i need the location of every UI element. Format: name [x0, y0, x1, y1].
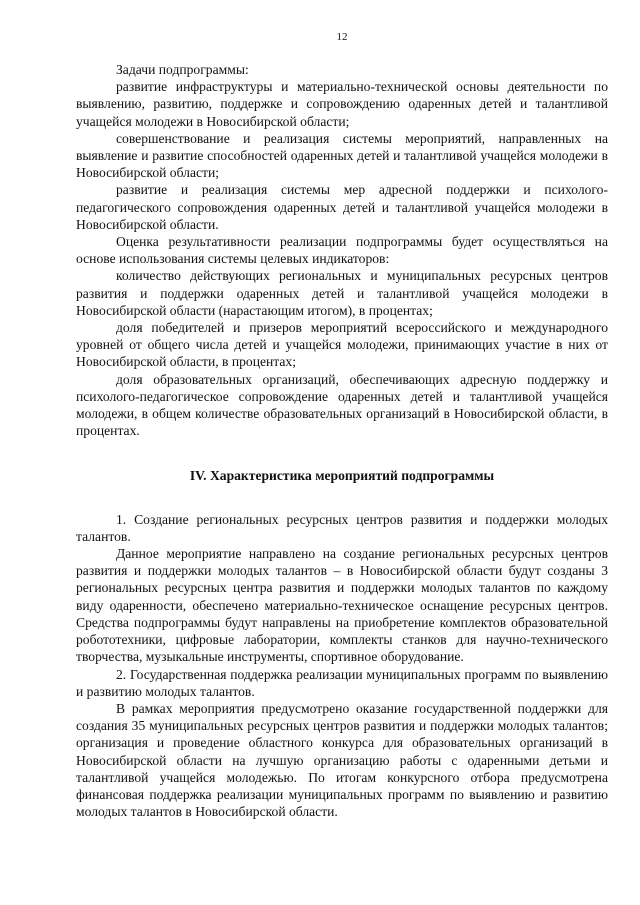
measure-description: В рамках мероприятия предусмотрено оказание государственной поддержки для создания 35 муниципальных ресурсных центров развития и поддержки молодых талантов; организация и проведение областного конкурса для образовательных организаций в Новосибирской области на лучшую организацию работы с одаренными детьми и талантливой учащейся молодежью. По итогам конкурсного отбора предусмотрена финансовая поддержка реализации муниципальных программ по выявлению и развитию молодых талантов в Новосибирской области.	[76, 700, 608, 820]
task-item: совершенствование и реализация системы мероприятий, направленных на выявление и развитие способностей одаренных детей и талантливой учащейся молодежи в Новосибирской области;	[76, 130, 608, 181]
evaluation-intro: Оценка результативности реализации подпрограммы будет осуществляться на основе использования системы целевых индикаторов:	[76, 234, 608, 267]
indicator-item: доля победителей и призеров мероприятий всероссийского и международного уровней от общего числа детей и учащейся молодежи, принимающих участие в них от Новосибирской области, в процентах;	[76, 320, 608, 370]
section-heading: IV. Характеристика мероприятий подпрограммы	[189, 468, 495, 484]
measure-title: 1. Создание региональных ресурсных центров развития и поддержки молодых талантов.	[76, 511, 608, 544]
indicator-item: количество действующих региональных и муниципальных ресурсных центров развития и поддержки одаренных детей и талантливой учащейся молодежи в Новосибирской области (нарастающим итогом), в процентах;	[76, 268, 608, 318]
measure-description: Данное мероприятие направлено на создание региональных ресурсных центров развития и поддержки молодых талантов – в Новосибирской области будут созданы 3 региональных ресурсных центра развития и поддержки молодых талантов по каждому виду одаренности, обеспечено материально-техническое оснащение ресурсных центров. Средства подпрограммы будут направлены на приобретение комплектов образовательной робототехники, цифровые лаборатории, комплекты станков для научно-технического творчества, музыкальные инструменты, спортивное оборудование.	[76, 546, 608, 665]
task-item: развитие инфраструктуры и материально-технической основы деятельности по выявлению, развитию, поддержке и сопровождению одаренных детей и талантливой учащейся молодежи в Новосибирской области;	[76, 79, 608, 129]
document-page	[76, 30, 608, 820]
measure-title: 2. Государственная поддержка реализации муниципальных программ по выявлению и развитию молодых талантов.	[76, 666, 608, 699]
page-number: 12	[336, 31, 348, 43]
indicator-item: доля образовательных организаций, обеспечивающих адресную поддержку и психолого-педагогическое сопровождение одаренных детей и талантливой учащейся молодежи, в общем количестве образовательных организаций в Новосибирской области, в процентах.	[76, 371, 608, 439]
tasks-heading: Задачи подпрограммы:	[116, 62, 249, 77]
task-item: развитие и реализация системы мер адресной поддержки и психолого-педагогического сопровождения одаренных детей и талантливой учащейся молодежи в Новосибирской области.	[76, 182, 608, 232]
